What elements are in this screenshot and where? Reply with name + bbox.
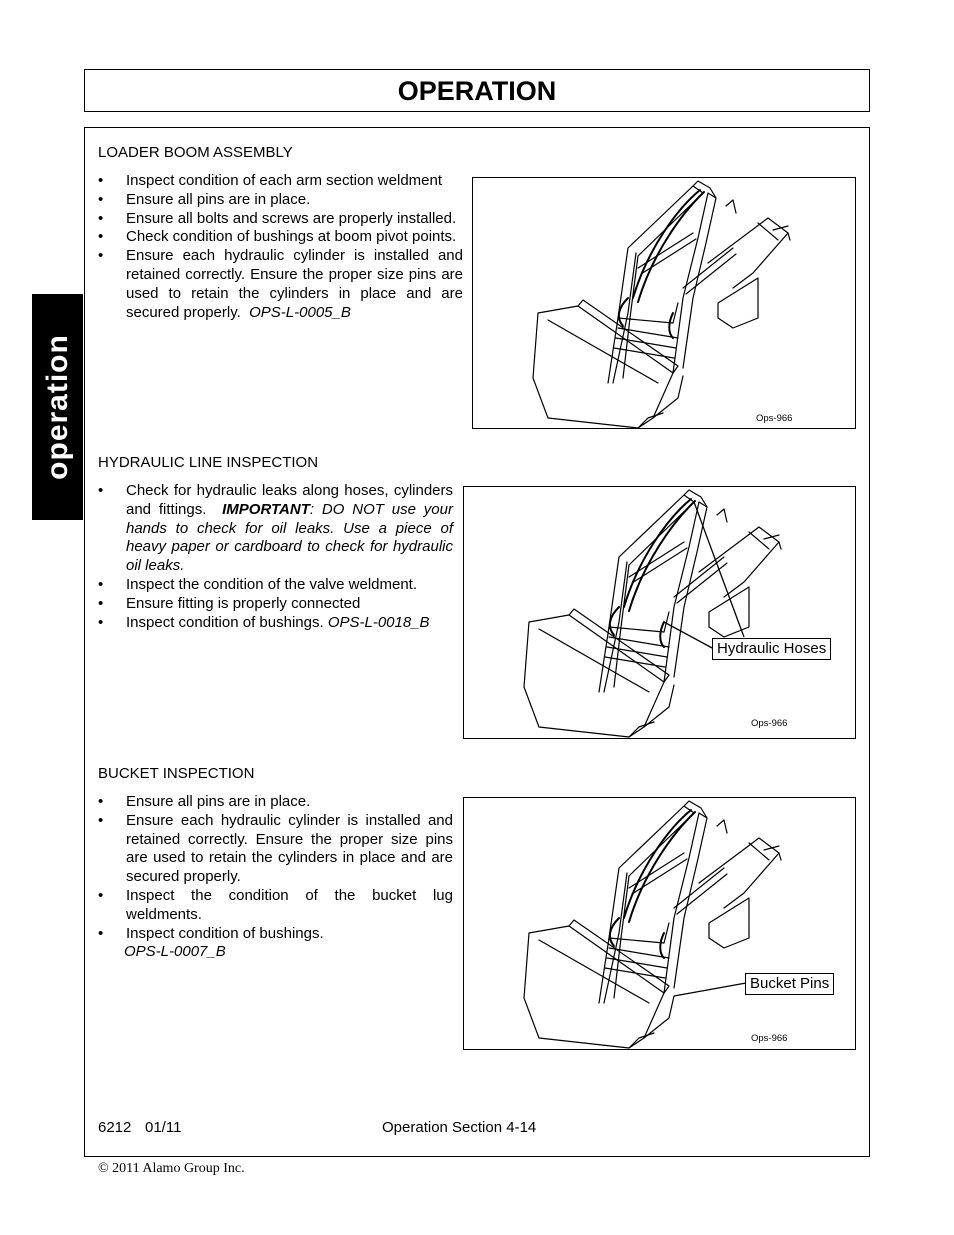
- section-heading: BUCKET INSPECTION: [98, 765, 255, 782]
- list-item: • Ensure each hydraulic cylinder is installed and retained correctly. Ensure the proper size pins are used to retain the cylinders in place and are secured properly.: [98, 812, 453, 887]
- copyright: © 2011 Alamo Group Inc.: [98, 1161, 245, 1176]
- side-tab: [32, 294, 83, 520]
- loader-illustration: [464, 487, 855, 738]
- section-heading: HYDRAULIC LINE INSPECTION: [98, 454, 319, 471]
- reference-code: OPS-L-0018_B: [327, 613, 430, 631]
- side-tab-label: operation: [40, 334, 74, 480]
- list-item: • Check for hydraulic leaks along hoses, cylinders and fittings. IMPORTANT: DO NOT use your hands to check for oil leaks. Use a piece of heavy paper or cardboard to check for hydraulic oil leaks.: [98, 482, 453, 576]
- figure-label: Ops-966: [756, 413, 793, 424]
- list-item: • Ensure all pins are in place.: [98, 191, 463, 210]
- list-item: • Inspect the condition of the valve weldment.: [98, 576, 453, 595]
- callout-hydraulic-hoses: Hydraulic Hoses: [712, 638, 831, 660]
- list-item: • Inspect condition of bushings. OPS-L-0007_B: [98, 925, 453, 963]
- footer-section: Operation Section 4-14: [382, 1119, 537, 1136]
- figure-label: Ops-966: [751, 1033, 788, 1044]
- bullet-list: [98, 793, 453, 962]
- list-item: • Ensure all pins are in place.: [98, 793, 453, 812]
- list-item: • Ensure fitting is properly connected: [98, 595, 453, 614]
- figure-label: Ops-966: [751, 718, 788, 729]
- callout-bucket-pins: Bucket Pins: [745, 973, 834, 995]
- figure-bucket: [463, 797, 856, 1050]
- figure-hydraulic: [463, 486, 856, 739]
- reference-code: OPS-L-0007_B: [124, 943, 226, 961]
- section-heading: LOADER BOOM ASSEMBLY: [98, 144, 293, 161]
- list-item: • Inspect condition of bushings. OPS-L-0018_B: [98, 614, 453, 633]
- list-item: • Check condition of bushings at boom pivot points.: [98, 228, 463, 247]
- loader-illustration: [464, 798, 855, 1049]
- list-item: • Inspect condition of each arm section weldment: [98, 172, 463, 191]
- important-text: : DO NOT use your hands to check for oil leaks. Use a piece of heavy paper or cardboard to check for hydraulic oil leaks.: [126, 500, 453, 575]
- reference-code: OPS-L-0005_B: [249, 303, 351, 321]
- page-title: OPERATION: [397, 76, 557, 106]
- footer-date: 01/11: [145, 1119, 182, 1136]
- list-item: • Ensure each hydraulic cylinder is installed and retained correctly. Ensure the proper size pins are used to retain the cylinders in place and are secured properly. OPS-L-0005_B: [98, 247, 463, 322]
- figure-loader: [472, 177, 856, 429]
- loader-illustration: [473, 178, 855, 428]
- footer-model: 6212: [98, 1119, 132, 1136]
- list-item: • Ensure all bolts and screws are properly installed.: [98, 210, 463, 229]
- bullet-list: [98, 172, 463, 322]
- important-label: IMPORTANT: [222, 500, 310, 518]
- bullet-list: [98, 482, 453, 632]
- page-header: [84, 69, 870, 112]
- list-item: • Inspect the condition of the bucket lug weldments.: [98, 887, 453, 925]
